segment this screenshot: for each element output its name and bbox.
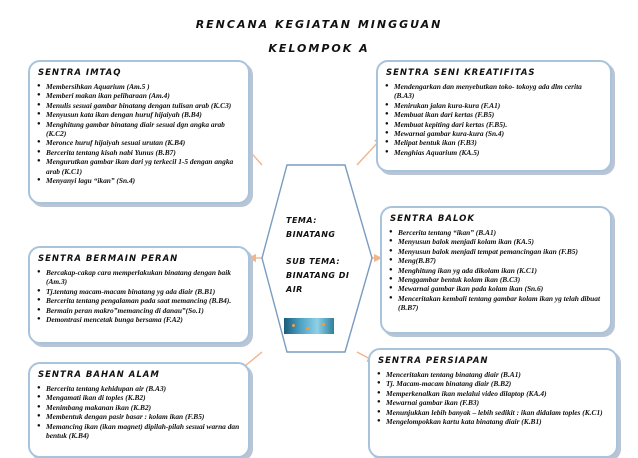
list-item: ● Menirukan jalan kura-kura (F.A1) (394, 101, 604, 110)
list-item: ● Memancing ikan (ikan magnet) dipilah-pilah sesuai warna dan bentuk (K.B4) (46, 422, 242, 441)
list-item: ● Membuat ikan dari kertas (F.B5) (394, 110, 604, 119)
list-item: ● Menyusun balok menjadi kolam ikan (KA.5) (398, 237, 604, 246)
activity-list (30, 82, 248, 185)
list-item: ● Melipat bentuk ikan (F.B3) (394, 138, 604, 147)
list-item: ● Memberi makan ikan peliharaan (Am.4) (46, 91, 242, 100)
box-sentra-bahan-alam (28, 362, 250, 458)
list-item: ● Menyusun kata ikan dengan huruf hijaiyah (B.B4) (46, 110, 242, 119)
list-item: ● Mengurutkan gambar ikan dari yg terkecil 1-5 dengan angka arab (K.C1) (46, 157, 242, 176)
list-item: ● Bercakap-cakap cara memperlakukan binatang dengan baik (Am.3) (46, 268, 242, 287)
page-title: RENCANA KEGIATAN MINGGUAN (195, 18, 443, 31)
box-title: SENTRA SENI KREATIFITAS (386, 68, 536, 78)
list-item: ● Mewarnai gambar ikan (F.B3) (386, 398, 610, 407)
list-item: ● Tj. Macam-macam binatang diair (B.B2) (386, 379, 610, 388)
list-item: ● Mendengarkan dan menyebutkan toko- tokoyg ada dlm cerita (B.A3) (394, 82, 604, 101)
subtema-value-1: BINATANG DI (286, 271, 350, 280)
list-item: ● Menimbang makanan ikan (K.B2) (46, 403, 242, 412)
list-item: ● Meng(B.B7) (398, 256, 604, 265)
list-item: ● Menulis sesuai gambar binatang dengan tulisan arab (K.C3) (46, 101, 242, 110)
list-item: ● Memperkenalkan ikan melalui video dilaptop (KA.4) (386, 389, 610, 398)
subtema-value-2: AIR (286, 285, 303, 294)
activity-list (378, 82, 610, 157)
list-item: ● Bermain peran makro”memancing di danau”(So.1) (46, 306, 242, 315)
list-item: ● Tj.tentang macam-macam binatang yg ada diair (B.B1) (46, 287, 242, 296)
list-item: ● Mewarnai gambar kura-kura (Sn.4) (394, 129, 604, 138)
subtema-label: SUB TEMA: (286, 257, 341, 266)
box-title: SENTRA PERSIAPAN (378, 356, 489, 366)
box-title: SENTRA BALOK (390, 214, 475, 224)
list-item: ● Demontrasi mencetak bunga bersama (F.A2) (46, 315, 242, 324)
activity-list (382, 228, 610, 313)
box-title: SENTRA BERMAIN PERAN (38, 254, 179, 264)
list-item: ● Membersihkan Aquarium (Am.5 ) (46, 82, 242, 91)
list-item: ● Meronce huruf hijaiyah sesuai urutan (K.B4) (46, 138, 242, 147)
box-title: SENTRA BAHAN ALAM (38, 370, 160, 380)
list-item: ● Menceritakan tentang binatang diair (B.A1) (386, 370, 610, 379)
list-item: ● Menggambar bentuk kolam ikan (B.C3) (398, 275, 604, 284)
list-item: ● Membuat kepiting dari kertas (F.B5). (394, 120, 604, 129)
list-item: ● Bercerita tentang kehidupan air (B.A3) (46, 384, 242, 393)
list-item: ● Menyusun balok menjadi tempat pemancingan ikan (F.B5) (398, 247, 604, 256)
activity-list (30, 268, 248, 324)
list-item: ● Menghitung ikan yg ada dikolam ikan (K.C1) (398, 266, 604, 275)
box-sentra-seni (376, 60, 612, 172)
tema-value: BINATANG (286, 230, 336, 239)
list-item: ● Bercerita tentang pengalaman pada saat memancing (B.B4). (46, 296, 242, 305)
list-item: ● Menceritakan kembali tentang gambar kolam ikan yg telah dibuat (B.B7) (398, 294, 604, 313)
list-item: ● Menyanyi lagu “ikan” (Sn.4) (46, 176, 242, 185)
box-title: SENTRA IMTAQ (38, 68, 122, 78)
list-item: ● Menghitung gambar binatang diair sesuai dgn angka arab (K.C2) (46, 120, 242, 139)
box-sentra-balok (380, 206, 612, 334)
list-item: ● Menunjukkan lebih banyak – lebih sedikit : ikan didalam toples (K.C1) (386, 408, 610, 417)
tema-label: TEMA: (286, 216, 317, 225)
box-sentra-imtaq (28, 60, 250, 204)
list-item: ● Membentuk dengan pasir basar : kolam ikan (F.B5) (46, 412, 242, 421)
list-item: ● Mewarnai gambar ikan pada kolam ikan (Sn.6) (398, 284, 604, 293)
list-item: ● Bercerita tentang “ikan” (B.A1) (398, 228, 604, 237)
list-item: ● Mengamati ikan di toples (K.B2) (46, 393, 242, 402)
activity-list (370, 370, 616, 426)
activity-list (30, 384, 248, 440)
page-subtitle: KELOMPOK A (268, 42, 370, 55)
box-sentra-persiapan (368, 348, 618, 458)
aquarium-picture (284, 318, 334, 334)
list-item: ● Menghias Aquarium (KA.5) (394, 148, 604, 157)
box-sentra-bermain-peran (28, 246, 250, 344)
list-item: ● Bercerita tentang kisah nabi Yunus (B.B7) (46, 148, 242, 157)
list-item: ● Mengelompokkan kartu kata binatang diair (K.B1) (386, 417, 610, 426)
